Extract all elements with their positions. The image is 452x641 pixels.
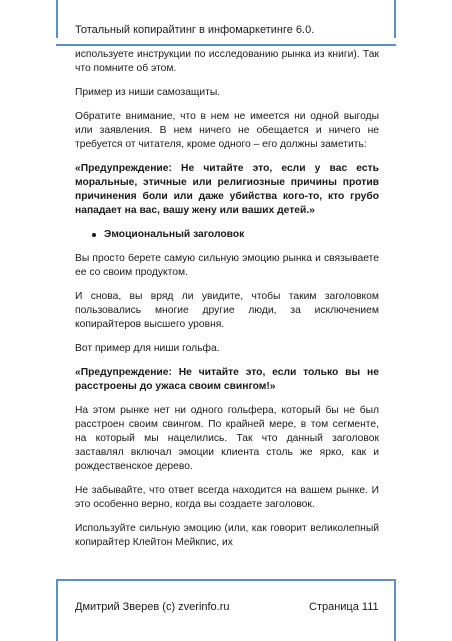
running-header-title: Тотальный копирайтинг в инфомаркетинге 6.0. xyxy=(75,24,315,36)
paragraph: Используйте сильную эмоцию (или, как говорит великолепный копирайтер Клейтон Мейкпис, их xyxy=(75,523,379,548)
bullet-item-label: Эмоциональный заголовок xyxy=(104,229,245,240)
page-body xyxy=(75,48,379,560)
paragraph: Пример из ниши самозащиты. xyxy=(75,87,221,98)
paragraph: Не забывайте, что ответ всегда находится на вашем рынке. И это особенно верно, когда вы создаете заголовок. xyxy=(75,485,379,510)
paragraph: используете инструкции по исследованию рынка из книги). Так что помните об этом. xyxy=(75,49,379,74)
page-border-right-bottom xyxy=(394,580,396,641)
footer-page-number: Страница 111 xyxy=(309,601,379,613)
quote-paragraph: «Предупреждение: Не читайте это, если только вы не расстроены до ужаса своим свингом!» xyxy=(75,367,379,392)
paragraph: На этом рынке нет ни одного гольфера, который бы не был расстроен своим свингом. По крайней мере, в том сегменте, на который мы нацелились. Так что данный заголовок заставлял включал эмоции клиента столь же ярко, как и рождественское дерево. xyxy=(75,405,379,472)
paragraph: Вы просто берете самую сильную эмоцию рынка и связываете ее со своим продуктом. xyxy=(75,253,379,278)
paragraph: Обратите внимание, что в нем не имеется ни одной выгоды или заявления. В нем ничего не обещается и ничего не требуется от читателя, кроме одного – его должны заметить: xyxy=(75,111,379,150)
bullet-item xyxy=(75,228,379,242)
footer-rule xyxy=(56,579,396,581)
paragraph: Вот пример для ниши гольфа. xyxy=(75,343,220,354)
bullet-icon xyxy=(92,233,96,237)
header-rule xyxy=(56,44,396,46)
quote-paragraph: «Предупреждение: Не читайте это, если у вас есть моральные, этичные или религиозные причины против причинения боли или даже убийства кого-то, кто грубо нападает на вас, вашу жену или ваших детей.» xyxy=(75,163,379,216)
page-border-left-bottom xyxy=(56,580,58,641)
page-border-left-top xyxy=(56,0,58,38)
footer-author: Дмитрий Зверев (с) zverinfo.ru xyxy=(75,601,230,613)
page-border-right-top xyxy=(394,0,396,38)
paragraph: И снова, вы вряд ли увидите, чтобы таким заголовком пользовались многие другие люди, за исключением копирайтеров высшего уровня. xyxy=(75,291,379,330)
